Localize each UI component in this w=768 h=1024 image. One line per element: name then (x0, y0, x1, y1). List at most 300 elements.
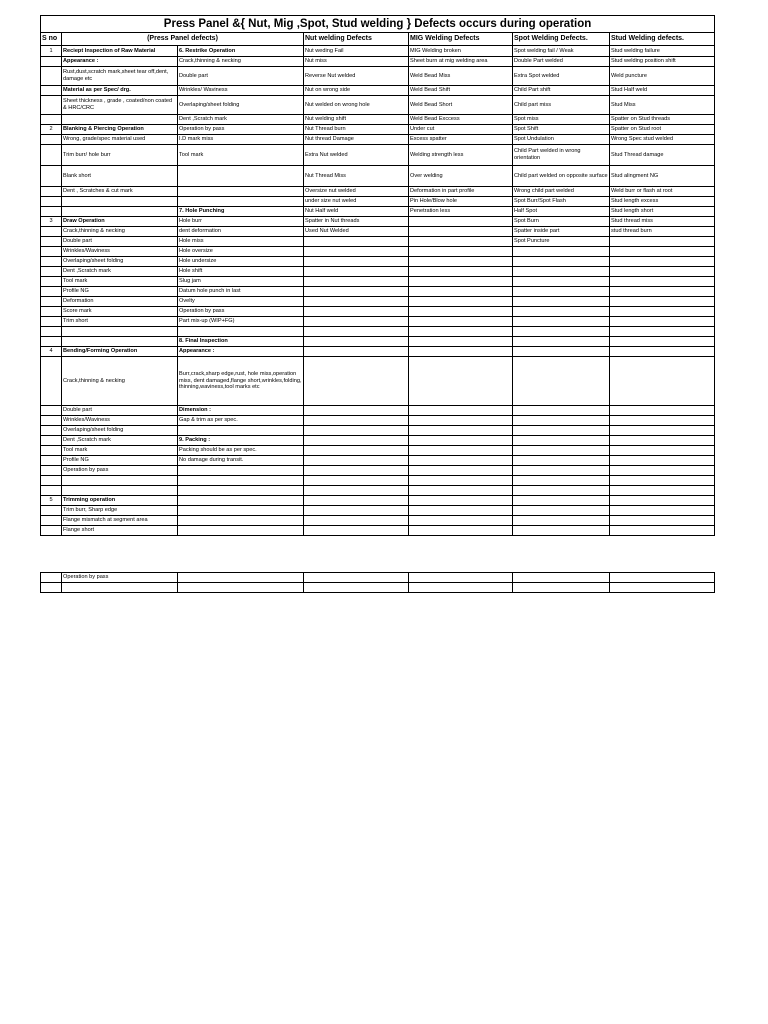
stud-welding-cell (610, 277, 715, 287)
sno-cell (41, 573, 62, 583)
press-panel-cell-2 (178, 466, 304, 476)
sno-cell (41, 446, 62, 456)
press-panel-cell-2 (178, 526, 304, 536)
press-panel-cell-2: Gap & trim as per spec. (178, 416, 304, 426)
spot-welding-cell (513, 267, 610, 277)
press-panel-cell: Blanking & Piercing Operation (62, 125, 178, 135)
spot-welding-cell (513, 446, 610, 456)
nut-welding-cell: Nut on wrong side (304, 86, 409, 96)
spot-welding-cell: Child part miss (513, 96, 610, 115)
press-panel-cell (62, 583, 178, 593)
stud-welding-cell: Spatter on Stud root (610, 125, 715, 135)
header-mig-welding: MIG Welding Defects (409, 33, 513, 46)
press-panel-cell-2: Hole burr (178, 217, 304, 227)
spot-welding-cell (513, 456, 610, 466)
stud-welding-cell: Stud Half weld (610, 86, 715, 96)
sno-cell: 3 (41, 217, 62, 227)
press-panel-cell-2: Datum hole punch in last (178, 287, 304, 297)
press-panel-cell: Reciept Inspection of Raw Material (62, 46, 178, 57)
mig-welding-cell: Under cut (409, 125, 513, 135)
stud-welding-cell (610, 327, 715, 337)
sno-cell (41, 67, 62, 86)
mig-welding-cell: Pin Hole/Blow hole (409, 197, 513, 207)
press-panel-cell: Score mark (62, 307, 178, 317)
header-spot-welding: Spot Welding Defects. (513, 33, 610, 46)
table-row (41, 573, 715, 583)
press-panel-cell (62, 327, 178, 337)
mig-welding-cell (409, 287, 513, 297)
spot-welding-cell (513, 247, 610, 257)
press-panel-cell (62, 197, 178, 207)
press-panel-cell-2: dent deformation (178, 227, 304, 237)
spot-welding-cell: Spot Burn (513, 217, 610, 227)
nut-welding-cell (304, 516, 409, 526)
sno-cell (41, 526, 62, 536)
table-row (41, 86, 715, 96)
press-panel-cell-2 (178, 476, 304, 486)
mig-welding-cell (409, 357, 513, 406)
sno-cell (41, 207, 62, 217)
press-panel-cell: Dent , Scratches & cut mark (62, 187, 178, 197)
stud-welding-cell (610, 583, 715, 593)
press-panel-cell-2: Crack,thinning & necking (178, 57, 304, 67)
table-row (41, 277, 715, 287)
stud-welding-cell: Weld burr or flash at root (610, 187, 715, 197)
press-panel-cell-2: Double part (178, 67, 304, 86)
table-row (41, 115, 715, 125)
mig-welding-cell (409, 583, 513, 593)
mig-welding-cell: Weld Bead Short (409, 96, 513, 115)
nut-welding-cell (304, 506, 409, 516)
stud-welding-cell: Stud Miss (610, 96, 715, 115)
table-row (41, 426, 715, 436)
nut-welding-cell (304, 287, 409, 297)
press-panel-cell: Profile NG (62, 287, 178, 297)
spot-welding-cell (513, 277, 610, 287)
table-row (41, 466, 715, 476)
table-row (41, 436, 715, 446)
nut-welding-cell (304, 466, 409, 476)
nut-welding-cell: Reverse Nut welded (304, 67, 409, 86)
stud-welding-cell (610, 287, 715, 297)
spot-welding-cell: Wrong child part welded (513, 187, 610, 197)
nut-welding-cell (304, 426, 409, 436)
nut-welding-cell (304, 317, 409, 327)
mig-welding-cell: Weld Bead Miss (409, 67, 513, 86)
press-panel-cell: Double part (62, 237, 178, 247)
press-panel-cell: Material as per Spec/ drg. (62, 86, 178, 96)
stud-welding-cell (610, 416, 715, 426)
header-nut-welding: Nut welding Defects (304, 33, 409, 46)
table-row (41, 446, 715, 456)
spot-welding-cell (513, 347, 610, 357)
sno-cell (41, 357, 62, 406)
sno-cell (41, 476, 62, 486)
mig-welding-cell (409, 446, 513, 456)
table-row (41, 347, 715, 357)
mig-welding-cell: Sheet burn at mig welding area (409, 57, 513, 67)
stud-welding-cell (610, 297, 715, 307)
stud-welding-cell (610, 456, 715, 466)
nut-welding-cell (304, 327, 409, 337)
sno-cell (41, 317, 62, 327)
stud-welding-cell (610, 436, 715, 446)
stud-welding-cell (610, 267, 715, 277)
press-panel-cell: Deformation (62, 297, 178, 307)
nut-welding-cell (304, 486, 409, 496)
sno-cell (41, 506, 62, 516)
nut-welding-cell (304, 347, 409, 357)
press-panel-cell (62, 207, 178, 217)
mig-welding-cell (409, 277, 513, 287)
spot-welding-cell (513, 506, 610, 516)
nut-welding-cell (304, 277, 409, 287)
nut-welding-cell (304, 357, 409, 406)
spot-welding-cell: Double Part welded (513, 57, 610, 67)
press-panel-cell-2: 7. Hole Punching (178, 207, 304, 217)
press-panel-cell-2 (178, 426, 304, 436)
mig-welding-cell (409, 406, 513, 416)
press-panel-cell-2: Appearance : (178, 347, 304, 357)
press-panel-cell: Overlaping/sheet folding (62, 257, 178, 267)
mig-welding-cell: Excess spatter (409, 135, 513, 145)
sno-cell (41, 115, 62, 125)
press-panel-cell: Crack,thinning & necking (62, 227, 178, 237)
press-panel-cell-2: Slug jam (178, 277, 304, 287)
spacer-row (41, 536, 715, 573)
press-panel-cell-2 (178, 327, 304, 337)
press-panel-cell: Trim burr/ hole burr (62, 145, 178, 166)
press-panel-cell-2: Operation by pass (178, 307, 304, 317)
press-panel-cell-2: Part mix-up (WIP+FG) (178, 317, 304, 327)
nut-welding-cell (304, 406, 409, 416)
press-panel-cell: Blank short (62, 166, 178, 187)
spot-welding-cell: Spot welding fail / Weak (513, 46, 610, 57)
nut-welding-cell: under size nut weled (304, 197, 409, 207)
press-panel-cell-2: 6. Restrike Operation (178, 46, 304, 57)
spot-welding-cell: Spatter inside part (513, 227, 610, 237)
sno-cell (41, 86, 62, 96)
press-panel-cell: Trimming operation (62, 496, 178, 506)
spot-welding-cell (513, 257, 610, 267)
press-panel-cell: Wrinkles/Waviness (62, 416, 178, 426)
table-row (41, 506, 715, 516)
table-row (41, 67, 715, 86)
press-panel-cell-2 (178, 187, 304, 197)
stud-welding-cell: Stud welding failure (610, 46, 715, 57)
stud-welding-cell (610, 496, 715, 506)
nut-welding-cell: Nut Thread Miss (304, 166, 409, 187)
nut-welding-cell (304, 267, 409, 277)
spot-welding-cell (513, 436, 610, 446)
table-row (41, 297, 715, 307)
table-row (41, 406, 715, 416)
mig-welding-cell (409, 227, 513, 237)
title-row (41, 16, 715, 33)
press-panel-cell-2 (178, 166, 304, 187)
spot-welding-cell: Spot Undulation (513, 135, 610, 145)
sno-cell: 2 (41, 125, 62, 135)
table-row (41, 486, 715, 496)
sno-cell (41, 227, 62, 237)
table-row (41, 583, 715, 593)
header-press-panel: (Press Panel defects) (62, 33, 304, 46)
stud-welding-cell (610, 257, 715, 267)
nut-welding-cell (304, 237, 409, 247)
sno-cell (41, 307, 62, 317)
table-row (41, 237, 715, 247)
nut-welding-cell (304, 297, 409, 307)
nut-welding-cell (304, 573, 409, 583)
press-panel-cell-2: 9. Packing : (178, 436, 304, 446)
nut-welding-cell (304, 257, 409, 267)
spot-welding-cell: Spot Shift (513, 125, 610, 135)
press-panel-cell: Rust,dust,scratch mark,sheet tear off,dent, damage etc (62, 67, 178, 86)
mig-welding-cell (409, 237, 513, 247)
mig-welding-cell (409, 247, 513, 257)
stud-welding-cell: Spatter on Stud threads (610, 115, 715, 125)
press-panel-cell (62, 337, 178, 347)
stud-welding-cell (610, 526, 715, 536)
header-stud-welding: Stud Welding defects. (610, 33, 715, 46)
table-row (41, 166, 715, 187)
press-panel-cell-2: Tool mark (178, 145, 304, 166)
table-row (41, 416, 715, 426)
spot-welding-cell (513, 476, 610, 486)
press-panel-cell-2: Operation by pass (178, 125, 304, 135)
sno-cell (41, 277, 62, 287)
nut-welding-cell: Nut miss (304, 57, 409, 67)
nut-welding-cell: Extra Nut welded (304, 145, 409, 166)
table-row (41, 187, 715, 197)
press-panel-cell: Tool mark (62, 446, 178, 456)
mig-welding-cell (409, 506, 513, 516)
press-panel-cell: Flange mismatch at segment area (62, 516, 178, 526)
nut-welding-cell: Nut welding shift (304, 115, 409, 125)
press-panel-cell: Double part (62, 406, 178, 416)
press-panel-cell: Sheet thickness , grade , coated/non coated & HRC/CRC (62, 96, 178, 115)
stud-welding-cell: Stud length short (610, 207, 715, 217)
nut-welding-cell: Spatter in Nut threads (304, 217, 409, 227)
spot-welding-cell (513, 466, 610, 476)
table-row (41, 267, 715, 277)
spot-welding-cell (513, 573, 610, 583)
press-panel-cell: Crack,thinning & necking (62, 357, 178, 406)
sno-cell (41, 267, 62, 277)
press-panel-cell-2 (178, 506, 304, 516)
press-panel-cell-2 (178, 486, 304, 496)
sno-cell (41, 135, 62, 145)
nut-welding-cell: Nut weding Fail (304, 46, 409, 57)
mig-welding-cell: Deformation in part profile (409, 187, 513, 197)
nut-welding-cell (304, 476, 409, 486)
mig-welding-cell (409, 297, 513, 307)
nut-welding-cell (304, 436, 409, 446)
sno-cell (41, 337, 62, 347)
press-panel-cell-2: Packing should be as per spec. (178, 446, 304, 456)
mig-welding-cell (409, 327, 513, 337)
nut-welding-cell: Nut welded on wrong hole (304, 96, 409, 115)
press-panel-cell (62, 486, 178, 496)
nut-welding-cell (304, 526, 409, 536)
nut-welding-cell (304, 456, 409, 466)
sno-cell (41, 416, 62, 426)
stud-welding-cell (610, 337, 715, 347)
nut-welding-cell (304, 446, 409, 456)
sno-cell: 1 (41, 46, 62, 57)
table-row (41, 135, 715, 145)
press-panel-cell-2: Ovelty (178, 297, 304, 307)
table-row (41, 46, 715, 57)
stud-welding-cell (610, 426, 715, 436)
defects-sheet (40, 15, 714, 593)
mig-welding-cell (409, 496, 513, 506)
spot-welding-cell (513, 406, 610, 416)
sno-cell: 4 (41, 347, 62, 357)
spot-welding-cell (513, 526, 610, 536)
table-row (41, 145, 715, 166)
table-row (41, 96, 715, 115)
mig-welding-cell (409, 486, 513, 496)
press-panel-cell: Draw Operation (62, 217, 178, 227)
spot-welding-cell: Spot miss (513, 115, 610, 125)
press-panel-cell-2: Wrinkles/ Waviness (178, 86, 304, 96)
spot-welding-cell (513, 426, 610, 436)
press-panel-cell-2 (178, 516, 304, 526)
sno-cell (41, 247, 62, 257)
stud-welding-cell: Stud length excess (610, 197, 715, 207)
spot-welding-cell (513, 357, 610, 406)
spot-welding-cell (513, 327, 610, 337)
press-panel-cell-2: No damage during transit. (178, 456, 304, 466)
press-panel-cell: Wrinkles/Waviness (62, 247, 178, 257)
press-panel-cell-2: Burr,crack,sharp edge,rust, hole miss,operation miss, dent damaged,flange short,wrinkles,folding, thinning,waviness,tool marks etc (178, 357, 304, 406)
stud-welding-cell (610, 247, 715, 257)
press-panel-cell: Bending/Forming Operation (62, 347, 178, 357)
sno-cell (41, 237, 62, 247)
press-panel-cell-2: Overlaping/sheet folding (178, 96, 304, 115)
mig-welding-cell (409, 436, 513, 446)
stud-welding-cell: Stud Thread damage (610, 145, 715, 166)
nut-welding-cell (304, 337, 409, 347)
table-row (41, 456, 715, 466)
sno-cell (41, 456, 62, 466)
table-row (41, 247, 715, 257)
press-panel-cell: Profile NG (62, 456, 178, 466)
press-panel-cell: Dent ,Scratch mark (62, 267, 178, 277)
sno-cell (41, 57, 62, 67)
press-panel-cell-2: Dent ,Scratch mark (178, 115, 304, 125)
stud-welding-cell (610, 357, 715, 406)
press-panel-cell-2: 8. Final Inspection (178, 337, 304, 347)
mig-welding-cell: Weld Bead Exccess (409, 115, 513, 125)
press-panel-cell: Flange short (62, 526, 178, 536)
mig-welding-cell (409, 267, 513, 277)
table-row (41, 227, 715, 237)
table-row (41, 57, 715, 67)
spot-welding-cell (513, 416, 610, 426)
table-row (41, 496, 715, 506)
mig-welding-cell (409, 526, 513, 536)
spot-welding-cell: Spot Burr/Spot Flash (513, 197, 610, 207)
press-panel-cell-2: Hole miss (178, 237, 304, 247)
stud-welding-cell: Weld puncture (610, 67, 715, 86)
sno-cell (41, 436, 62, 446)
press-panel-cell: Trim short (62, 317, 178, 327)
press-panel-cell-2 (178, 197, 304, 207)
mig-welding-cell (409, 516, 513, 526)
sheet-title: Press Panel &{ Nut, Mig ,Spot, Stud welding } Defects occurs during operation (41, 16, 715, 33)
mig-welding-cell: MIG Welding broken (409, 46, 513, 57)
mig-welding-cell (409, 466, 513, 476)
stud-welding-cell: Stud welding position shift (610, 57, 715, 67)
stud-welding-cell (610, 307, 715, 317)
mig-welding-cell (409, 217, 513, 227)
sno-cell (41, 406, 62, 416)
stud-welding-cell: stud thread burn (610, 227, 715, 237)
press-panel-cell (62, 115, 178, 125)
sno-cell (41, 166, 62, 187)
press-panel-cell: Tool mark (62, 277, 178, 287)
mig-welding-cell (409, 347, 513, 357)
mig-welding-cell (409, 257, 513, 267)
stud-welding-cell (610, 516, 715, 526)
press-panel-cell: Appearance : (62, 57, 178, 67)
mig-welding-cell (409, 337, 513, 347)
nut-welding-cell (304, 496, 409, 506)
sno-cell (41, 486, 62, 496)
mig-welding-cell (409, 416, 513, 426)
table-row (41, 197, 715, 207)
sno-cell (41, 327, 62, 337)
table-row (41, 217, 715, 227)
table-row (41, 476, 715, 486)
press-panel-cell-2: Hole oversize (178, 247, 304, 257)
mig-welding-cell: Welding strength less (409, 145, 513, 166)
mig-welding-cell (409, 456, 513, 466)
press-panel-cell-2 (178, 573, 304, 583)
sno-cell (41, 426, 62, 436)
sno-cell (41, 145, 62, 166)
stud-welding-cell (610, 317, 715, 327)
spot-welding-cell (513, 307, 610, 317)
press-panel-cell: Dent ,Scratch mark (62, 436, 178, 446)
spot-welding-cell (513, 583, 610, 593)
press-panel-cell-2: Hole shift (178, 267, 304, 277)
press-panel-cell-2: I.D mark miss (178, 135, 304, 145)
stud-welding-cell: Stud alingment NG (610, 166, 715, 187)
table-row (41, 317, 715, 327)
press-panel-cell-2 (178, 583, 304, 593)
sno-cell (41, 516, 62, 526)
press-panel-cell-2: Hole undersize (178, 257, 304, 267)
table-row (41, 257, 715, 267)
nut-welding-cell: Oversize nut welded (304, 187, 409, 197)
stud-welding-cell: Wrong Spec stud welded (610, 135, 715, 145)
table-row (41, 287, 715, 297)
sno-cell (41, 96, 62, 115)
mig-welding-cell (409, 476, 513, 486)
nut-welding-cell: Nut Half weld (304, 207, 409, 217)
mig-welding-cell: Weld Bead Shift (409, 86, 513, 96)
sno-cell (41, 297, 62, 307)
table-row (41, 307, 715, 317)
header-sno: S no (41, 33, 62, 46)
mig-welding-cell (409, 426, 513, 436)
header-row (41, 33, 715, 46)
press-panel-cell (62, 476, 178, 486)
table-row (41, 516, 715, 526)
